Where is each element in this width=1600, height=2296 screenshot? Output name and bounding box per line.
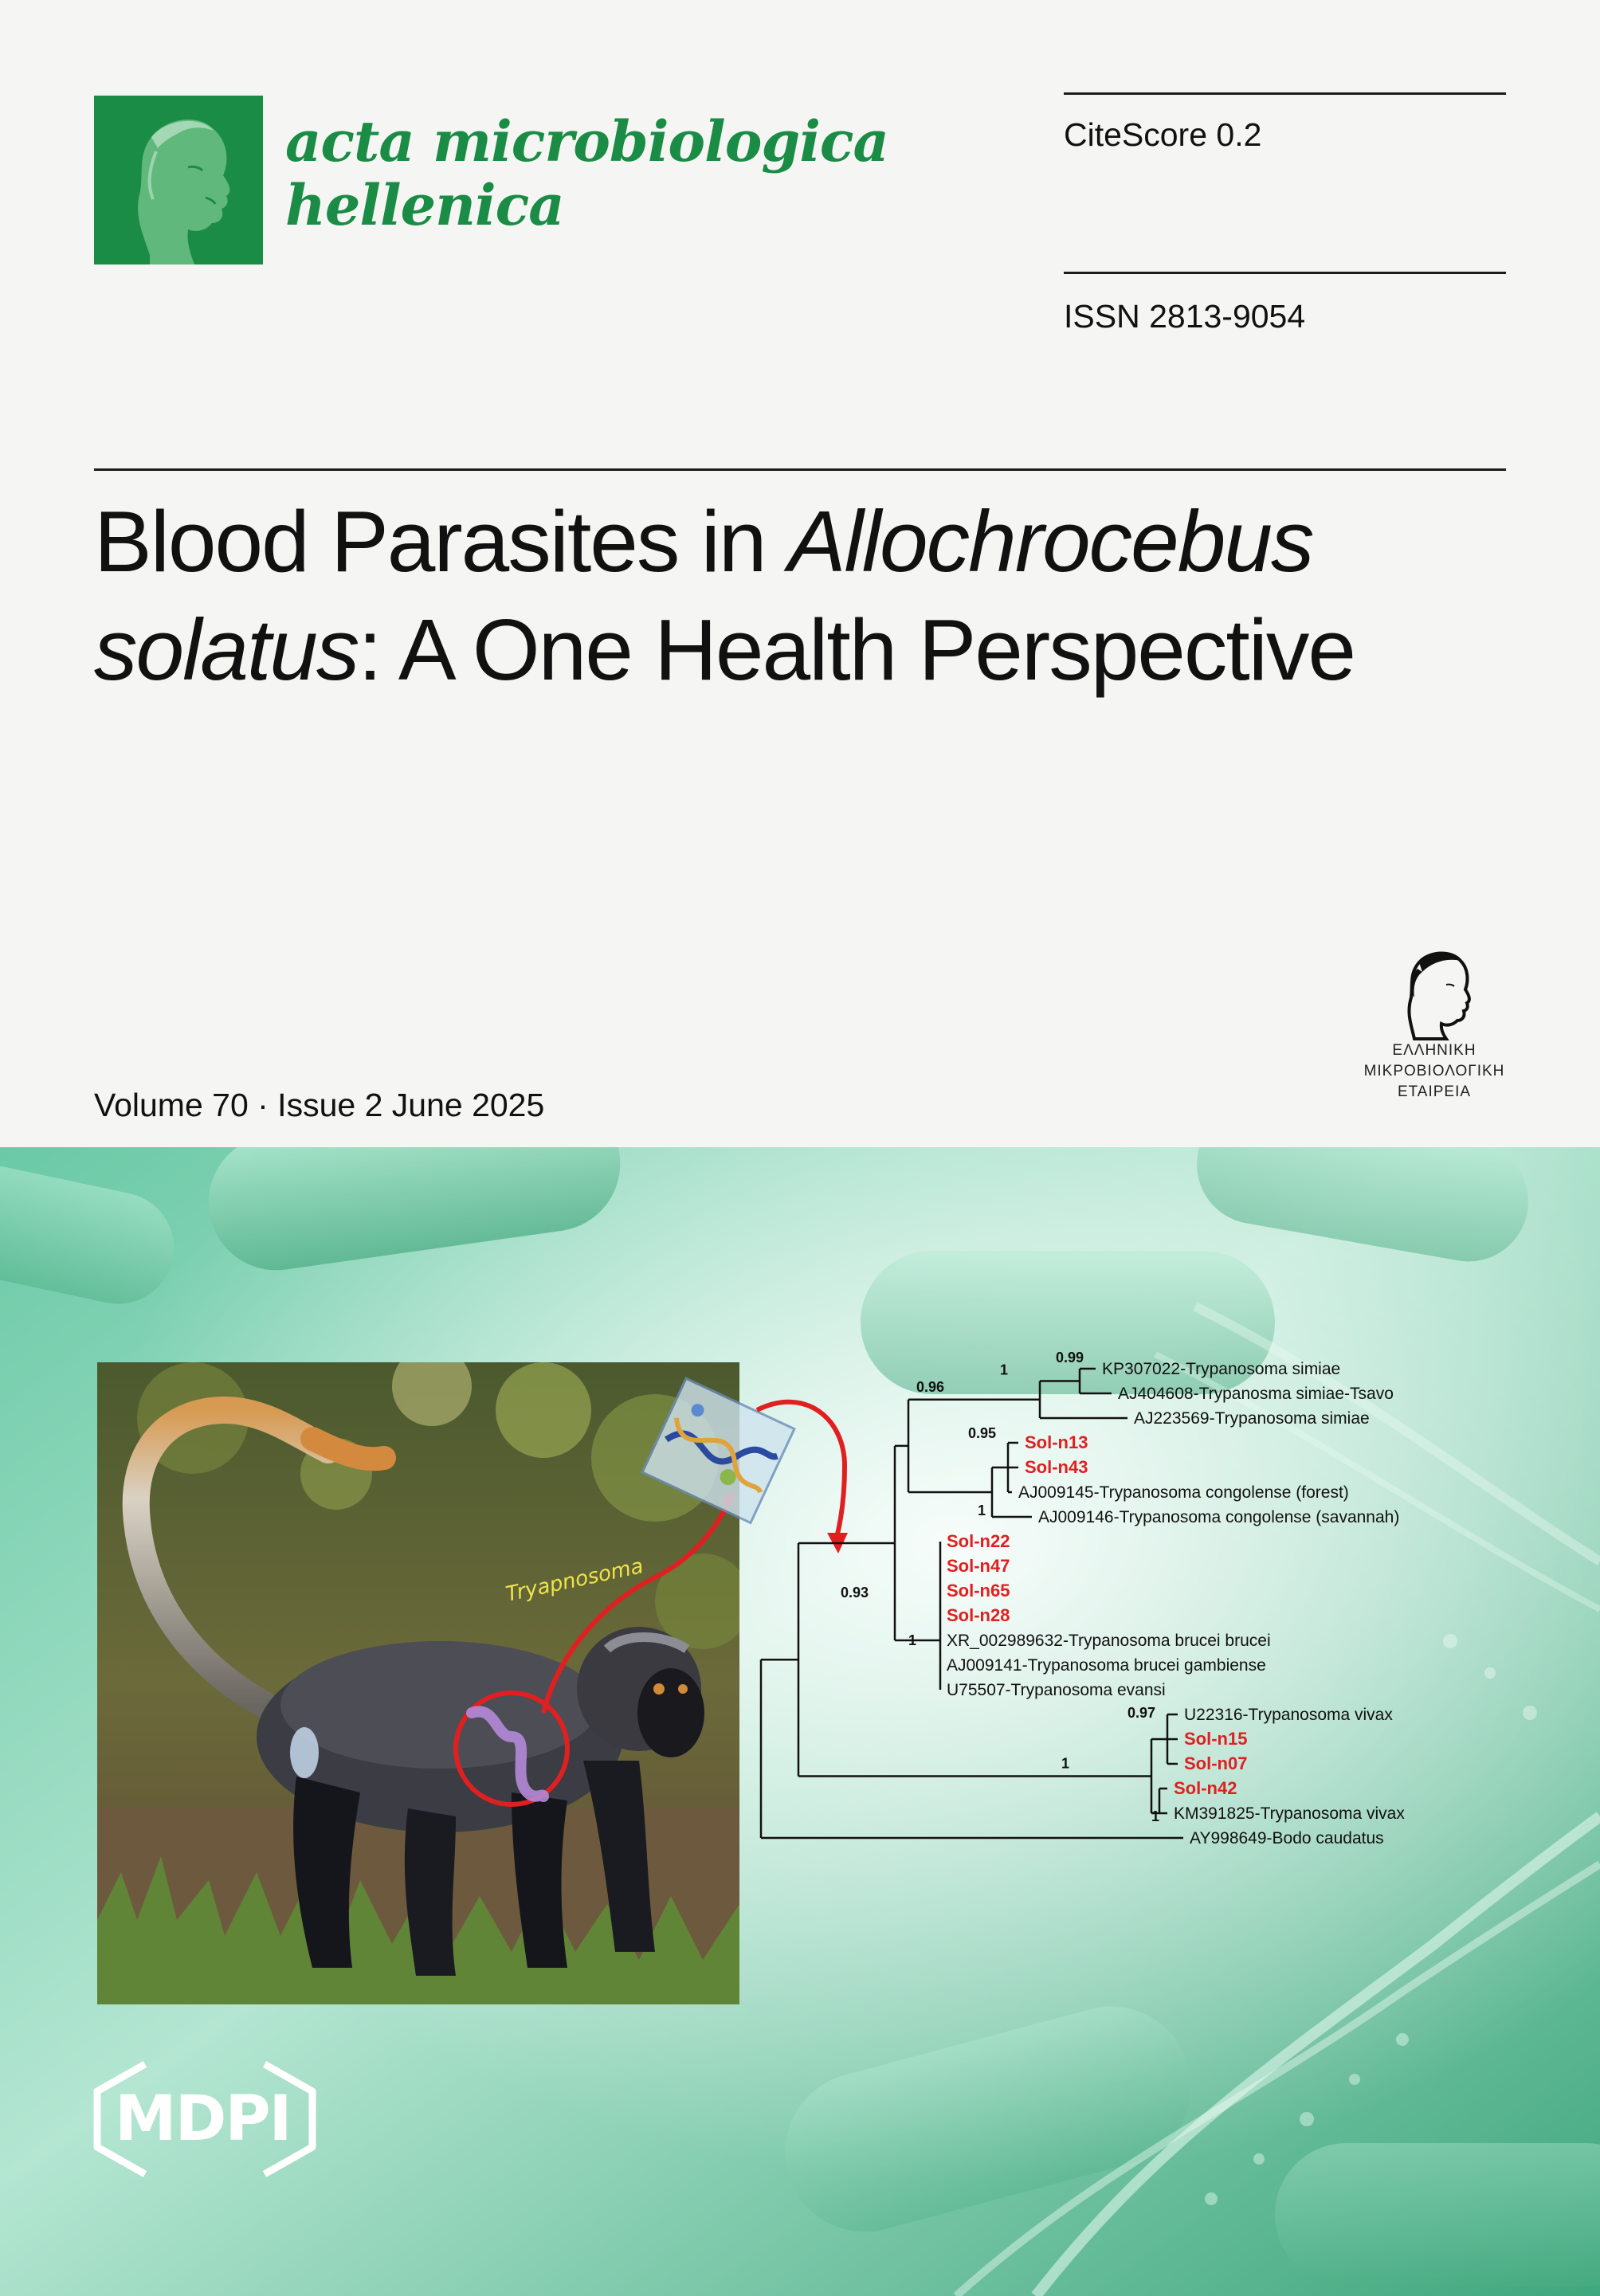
leaf-label-sample: Sol-n42 (1174, 1778, 1237, 1798)
title-italic-species: solatus (94, 601, 359, 699)
phylogenetic-tree (749, 1350, 1562, 1960)
support-value: 1 (1151, 1808, 1160, 1824)
volume-issue-date: Volume 70 · Issue 2 June 2025 (94, 1087, 545, 1123)
publisher-name: MDPI (115, 2083, 291, 2155)
support-value: 1 (908, 1632, 917, 1648)
society-name-line3: ΕΤΑΙΡΕΙΑ (1397, 1083, 1472, 1100)
phylogenetic-tree-svg (749, 1350, 1562, 1960)
leaf-label-reference: AJ223569-Trypanosoma simiae (1134, 1409, 1370, 1428)
greek-head-profile-icon (1390, 945, 1478, 1040)
leaf-label-sample: Sol-n65 (947, 1581, 1010, 1601)
society-name-line1: ΕΛΛΗΝΙΚΗ (1392, 1042, 1476, 1059)
publisher-logo (89, 2059, 320, 2179)
leaf-label-reference: KP307022-Trypanosoma simiae (1102, 1360, 1341, 1378)
journal-name (285, 110, 888, 237)
leaf-label-sample: Sol-n13 (1025, 1432, 1088, 1452)
top-rule (1064, 92, 1506, 95)
support-value: 1 (1000, 1362, 1009, 1378)
title-part1: Blood Parasites in (94, 493, 788, 590)
leaf-label-sample: Sol-n43 (1025, 1457, 1088, 1477)
allochrocebus-monkey-illustration (97, 1362, 739, 2004)
leaf-label-reference: U75507-Trypanosoma evansi (947, 1681, 1166, 1699)
journal-name-line1: acta microbiologica (285, 108, 888, 174)
leaf-label-reference: XR_002989632-Trypanosoma brucei brucei (947, 1632, 1271, 1650)
leaf-label-reference: AJ009145-Trypanosoma congolense (forest) (1018, 1483, 1349, 1502)
cover-artwork (0, 1147, 1600, 2296)
greek-head-profile-icon (94, 96, 263, 264)
issn-label: ISSN 2813-9054 (1064, 298, 1306, 335)
leaf-label-sample: Sol-n47 (947, 1556, 1010, 1576)
leaf-label-sample: Sol-n07 (1184, 1753, 1248, 1773)
leaf-label-reference: AY998649-Bodo caudatus (1190, 1829, 1384, 1847)
support-value: 0.93 (841, 1584, 869, 1601)
leaf-label-reference: AJ009141-Trypanosoma brucei gambiense (947, 1656, 1266, 1675)
support-value: 0.99 (1056, 1350, 1084, 1365)
leaf-label-reference: AJ404608-Trypanosma simiae-Tsavo (1118, 1385, 1394, 1403)
support-value: 1 (978, 1503, 986, 1518)
leaf-label-reference: U22316-Trypanosoma vivax (1184, 1706, 1393, 1724)
support-value: 0.97 (1127, 1705, 1156, 1721)
article-title (94, 488, 1512, 704)
leaf-label-sample: Sol-n28 (947, 1605, 1010, 1625)
title-italic-genus: Allochrocebus (787, 493, 1313, 590)
parasite-label: Tryapnosoma (504, 1554, 646, 1607)
journal-logo (94, 96, 263, 264)
citescore-label: CiteScore 0.2 (1064, 116, 1262, 153)
support-value: 0.95 (968, 1425, 997, 1441)
leaf-label-sample: Sol-n15 (1184, 1729, 1248, 1749)
middle-rule (1064, 272, 1506, 274)
leaf-label-reference: AJ009146-Trypanosoma congolense (savannah) (1038, 1508, 1400, 1526)
journal-name-line2: hellenica (285, 172, 564, 238)
leaf-label-reference: KM391825-Trypanosoma vivax (1174, 1804, 1405, 1823)
title-part2: : A One Health Perspective (358, 601, 1355, 699)
monkey-photo (97, 1362, 739, 2004)
support-value: 0.96 (916, 1378, 945, 1395)
title-rule (94, 468, 1506, 471)
leaf-label-sample: Sol-n22 (947, 1531, 1010, 1551)
society-name-line2: ΜΙΚΡΟΒΙΟΛΟΓΙΚΗ (1363, 1063, 1505, 1079)
support-value: 1 (1061, 1755, 1070, 1772)
society-logo (1355, 945, 1514, 1103)
